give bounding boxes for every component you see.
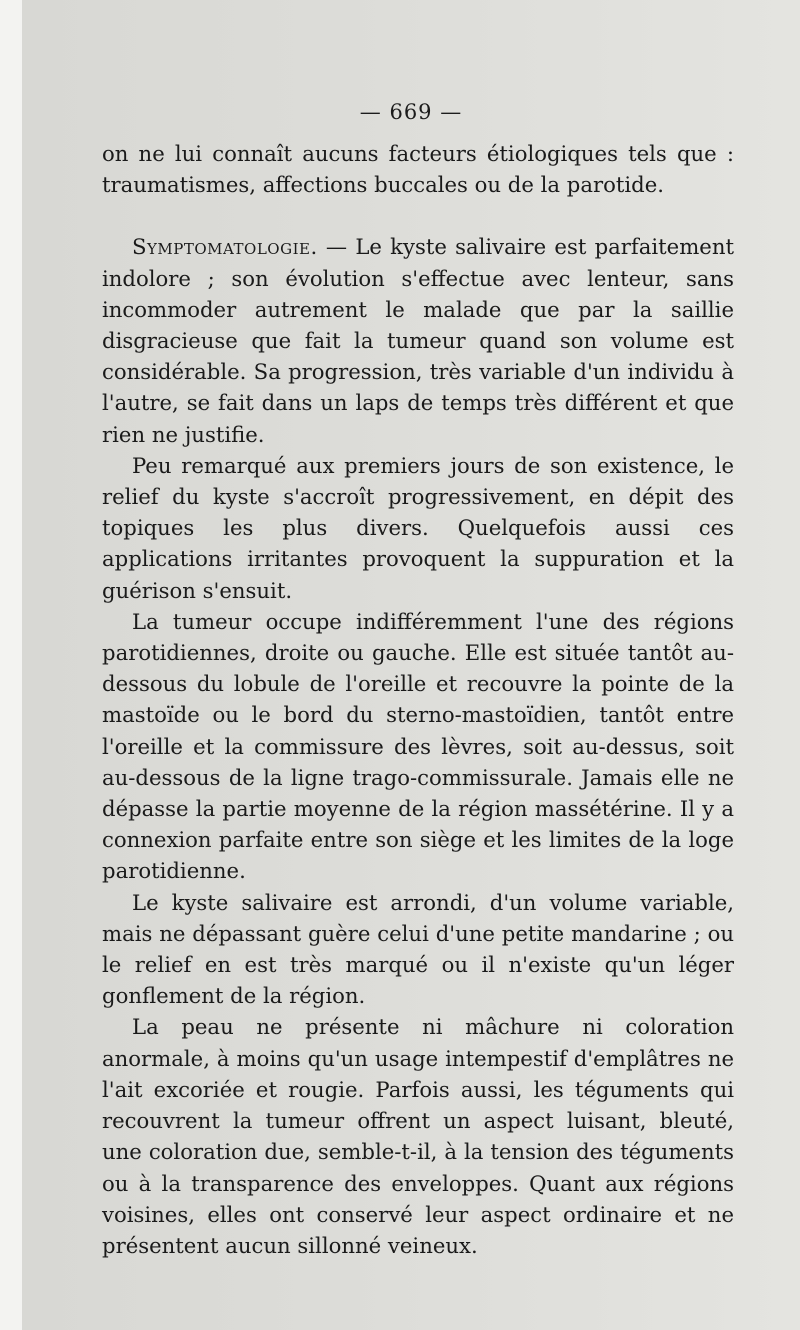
scanned-page <box>22 0 800 1330</box>
paragraph-localisation <box>102 606 734 887</box>
paragraph-text: La peau ne présente ni mâchure ni coloration anormale, à moins qu'un usage intempestif d'emplâtres ne l'ait excoriée et rougie. Parfois aussi, les téguments qui recouvrent la tumeur offrent un aspect luisant, bleuté, une coloration due, semble-t-il, à la tension des téguments ou à la transparence des enveloppes. Quant aux régions voisines, elles ont conservé leur aspect ordinaire et ne présentent aucun sillonné veineux. <box>102 1014 734 1258</box>
paragraph-relief <box>102 450 734 606</box>
paragraph-text: on ne lui connaît aucuns facteurs étiologiques tels que : traumatismes, affections buccales ou de la parotide. <box>102 141 734 198</box>
paragraph-text: Le kyste salivaire est arrondi, d'un volume variable, mais ne dépassant guère celui d'une petite mandarine ; ou le relief en est très marqué ou il n'existe qu'un léger gonflement de la région. <box>102 889 734 1009</box>
body-text <box>102 138 734 1261</box>
paragraph-symptomatologie <box>102 231 734 449</box>
paragraph-text: — Le kyste salivaire est parfaitement indolore ; son évolution s'effectue avec lenteur, sans incommoder autrement le malade que par la saillie disgracieuse que fait la tumeur quand son volume est considérable. Sa progression, très variable d'un individu à l'autre, se fait dans un laps de temps très différent et que rien ne justifie. <box>102 234 734 447</box>
paragraph-intro <box>102 138 734 200</box>
paragraph-text: Peu remarqué aux premiers jours de son existence, le relief du kyste s'accroît progressivement, en dépit des topiques les plus divers. Quelquefois aussi ces applications irritantes provoquent la suppuration et la guérison s'ensuit. <box>102 452 734 603</box>
page-number: — 669 — <box>359 100 463 124</box>
paragraph-peau <box>102 1011 734 1261</box>
paragraph-text: La tumeur occupe indifféremment l'une des régions parotidiennes, droite ou gauche. Elle est située tantôt au-dessous du lobule de l'oreille et recouvre la pointe de la mastoïde ou le bord du sterno-mastoïdien, tantôt entre l'oreille et la commissure des lèvres, soit au-dessus, soit au-dessous de la ligne trago-commissurale. Jamais elle ne dépasse la partie moyenne de la région massétérine. Il y a connexion parfaite entre son siège et les limites de la loge parotidienne. <box>102 608 734 884</box>
paragraph-forme <box>102 887 734 1012</box>
section-heading: Symptomatologie. <box>132 234 318 260</box>
